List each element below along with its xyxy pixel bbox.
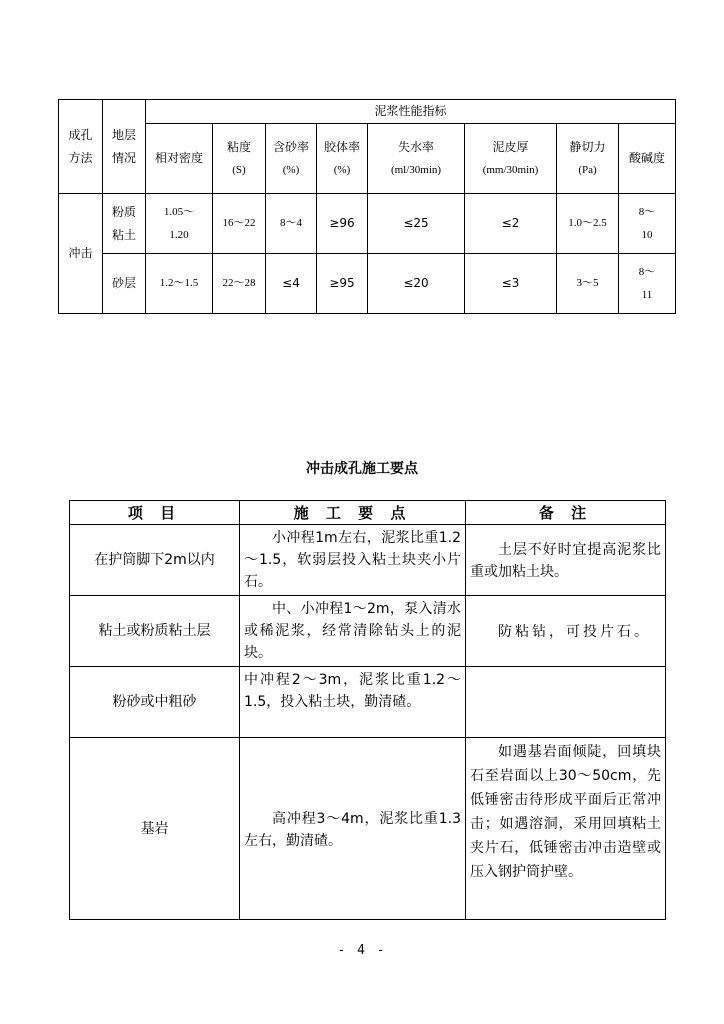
layer-cell: 粉质粘土: [103, 194, 146, 254]
value-cell: 16～22: [213, 194, 266, 254]
item-cell: 基岩: [70, 738, 240, 920]
page-number: - 4 -: [337, 943, 387, 958]
value-cell: 8～4: [266, 194, 317, 254]
value-cell: ≥96: [317, 194, 368, 254]
param-header: 粘度 (S): [213, 124, 266, 194]
point-cell: 中、小冲程1～2m，泵入清水或稀泥浆，经常清除钻头上的泥块。: [240, 596, 466, 667]
header-item: 项 目: [70, 501, 240, 525]
value-cell: ≤20: [368, 254, 465, 314]
value-cell: ≤4: [266, 254, 317, 314]
value-cell: 1.0～2.5: [557, 194, 619, 254]
section-title: 冲击成孔施工要点: [306, 461, 418, 477]
param-header: 相对密度: [146, 124, 213, 194]
value-cell: ≤3: [465, 254, 557, 314]
point-cell: 高冲程3～4m，泥浆比重1.3左右，勤清碴。: [240, 738, 466, 920]
header-layer: 地层情况: [103, 100, 146, 194]
header-point: 施 工 要 点: [240, 501, 466, 525]
value-cell: 3～5: [557, 254, 619, 314]
value-cell: 8～11: [619, 254, 676, 314]
header-group: 泥浆性能指标: [146, 100, 676, 124]
point-cell: 小冲程1m左右，泥浆比重1.2～1.5，软弱层投入粘土块夹小片石。: [240, 525, 466, 596]
mud-performance-table: [58, 99, 676, 314]
value-cell: ≥95: [317, 254, 368, 314]
param-header: 失水率 (ml/30min): [368, 124, 465, 194]
param-header: 泥皮厚 (mm/30min): [465, 124, 557, 194]
note-cell: [466, 667, 666, 738]
note-cell: 如遇基岩面倾陡，回填块石至岩面以上30～50cm，先低锤密击待形成平面后正常冲击；如遇溶洞，采用回填粘土夹片石，低锤密击冲击造壁或压入钢护筒护壁。: [466, 738, 666, 920]
value-cell: 22～28: [213, 254, 266, 314]
param-header: 含砂率 (%): [266, 124, 317, 194]
value-cell: 1.2～1.5: [146, 254, 213, 314]
layer-cell: 砂层: [103, 254, 146, 314]
item-cell: 在护筒脚下2m以内: [70, 525, 240, 596]
note-cell: 土层不好时宜提高泥浆比重或加粘土块。: [466, 525, 666, 596]
value-cell: 8～10: [619, 194, 676, 254]
param-header: 酸碱度: [619, 124, 676, 194]
method-cell: 冲击: [59, 194, 103, 314]
param-header: 胶体率 (%): [317, 124, 368, 194]
item-cell: 粉砂或中粗砂: [70, 667, 240, 738]
value-cell: ≤2: [465, 194, 557, 254]
note-cell: 防粘钻，可投片石。: [466, 596, 666, 667]
point-cell: 中冲程2～3m，泥浆比重1.2～1.5，投入粘土块，勤清碴。: [240, 667, 466, 738]
value-cell: 1.05～1.20: [146, 194, 213, 254]
construction-points-table: [69, 500, 666, 920]
value-cell: ≤25: [368, 194, 465, 254]
item-cell: 粘土或粉质粘土层: [70, 596, 240, 667]
header-note: 备 注: [466, 501, 666, 525]
header-method: 成孔方法: [59, 100, 103, 194]
param-header: 静切力 (Pa): [557, 124, 619, 194]
